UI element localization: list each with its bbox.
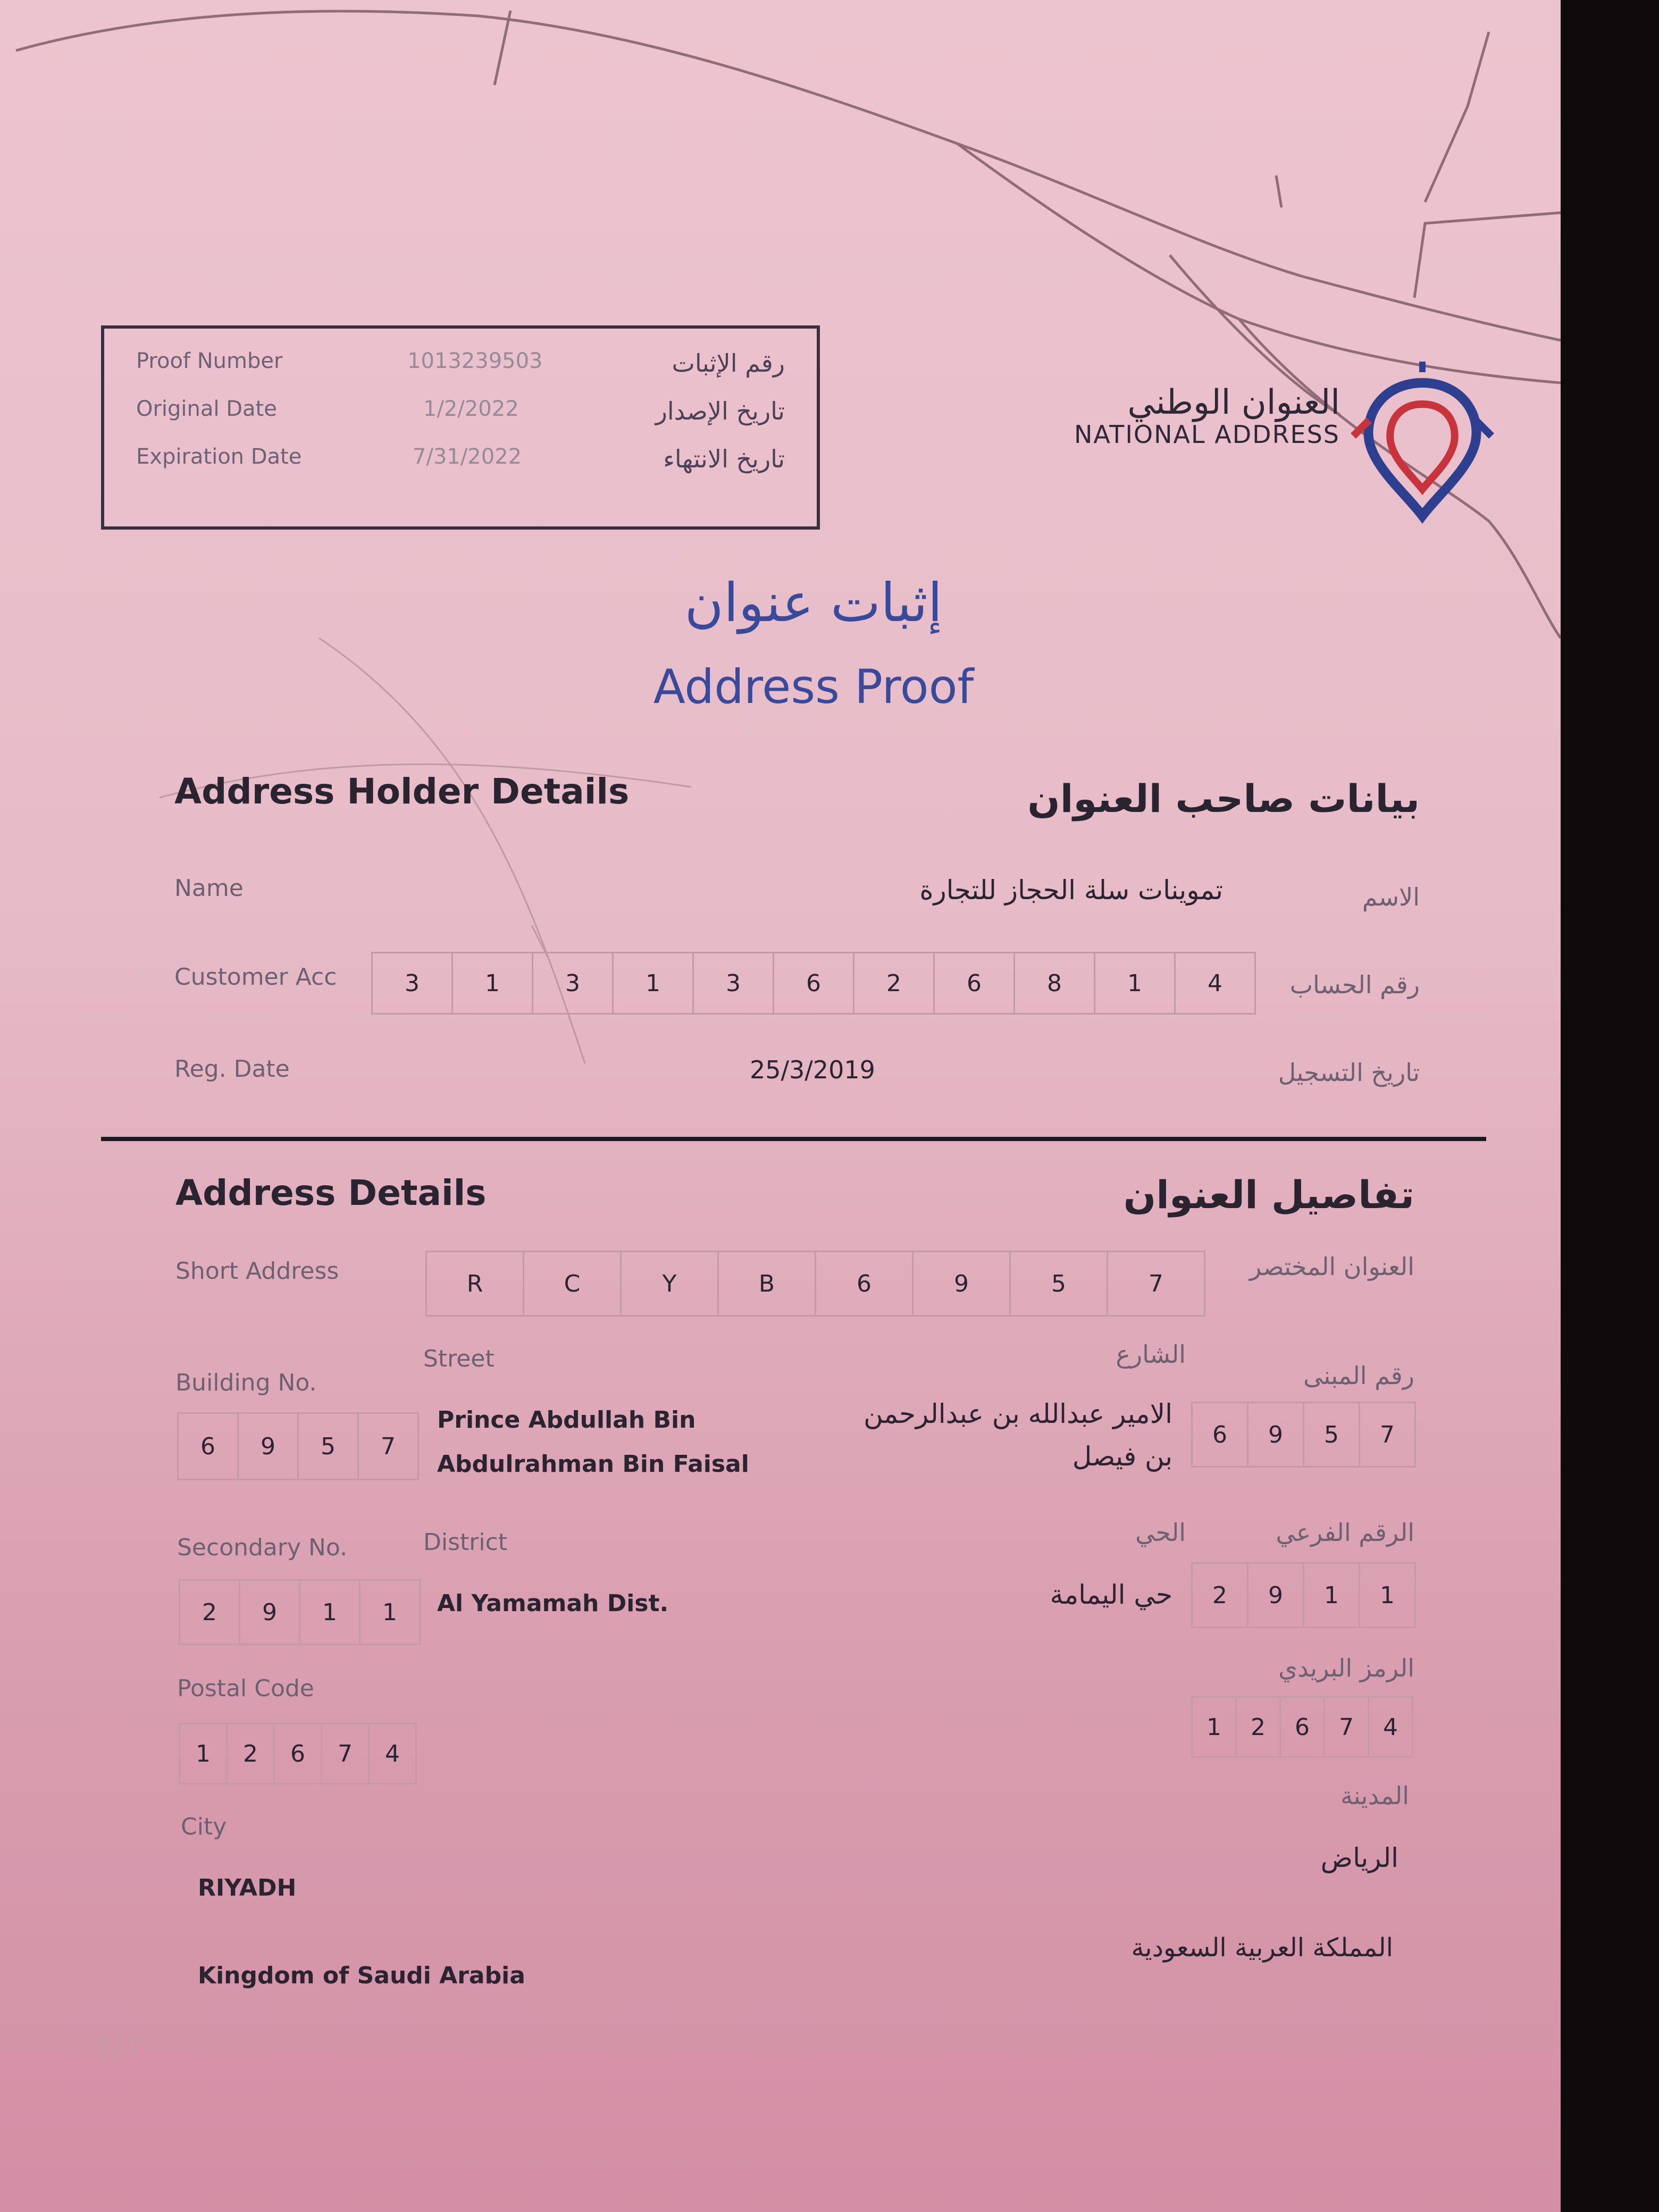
name-label: Name	[174, 875, 244, 902]
reg-date-label: Reg. Date	[174, 1055, 290, 1083]
acc-digit: 1	[614, 953, 694, 1013]
building-no-label: Building No.	[175, 1369, 317, 1396]
short-address-char: 9	[914, 1252, 1011, 1315]
city-label: City	[181, 1813, 227, 1840]
acc-digit: 6	[935, 953, 1015, 1013]
short-address-char: R	[427, 1252, 524, 1315]
section-divider	[101, 1137, 1486, 1141]
secondary-no-label: Secondary No.	[177, 1534, 348, 1561]
short-address-boxes	[425, 1251, 1205, 1317]
address-heading-ar: تفاصيل العنوان	[1123, 1172, 1414, 1217]
building-digit: 5	[299, 1414, 359, 1479]
logo-text-en: NATIONAL ADDRESS	[1074, 420, 1340, 449]
expiration-date-row	[104, 445, 817, 492]
street-label-ar: الشارع	[1116, 1340, 1186, 1369]
location-pin-logo-icon	[1348, 362, 1497, 526]
expiration-date-label-ar: تاريخ الانتهاء	[663, 445, 785, 473]
secondary-digit: 2	[1193, 1564, 1249, 1627]
acc-digit: 2	[854, 953, 935, 1013]
secondary-no-label-ar: الرقم الفرعي	[1276, 1518, 1414, 1547]
postal-digit: 2	[228, 1724, 275, 1783]
holder-heading-ar: بيانات صاحب العنوان	[1027, 776, 1420, 821]
expiration-date-label: Expiration Date	[136, 445, 302, 469]
postal-code-label-ar: الرمز البريدي	[1278, 1654, 1414, 1682]
national-address-logo-text	[1042, 383, 1340, 449]
secondary-digit: 2	[180, 1581, 240, 1644]
city-en: RIYADH	[198, 1874, 297, 1901]
building-digit: 7	[381, 1432, 396, 1460]
secondary-digit: 9	[1249, 1564, 1304, 1627]
building-digit: 5	[1304, 1403, 1360, 1466]
postal-digit: 7	[322, 1724, 370, 1783]
postal-code-label: Postal Code	[177, 1675, 314, 1702]
secondary-digit: 1	[300, 1581, 361, 1644]
reg-date-label-ar: تاريخ التسجيل	[1278, 1058, 1420, 1087]
secondary-digit: 1	[382, 1598, 397, 1626]
country-en: Kingdom of Saudi Arabia	[198, 1962, 525, 1989]
proof-info-box	[101, 325, 820, 530]
postal-digit: 1	[180, 1724, 228, 1783]
street-en-line1: Prince Abdullah Bin	[437, 1406, 696, 1434]
logo-text-ar: العنوان الوطني	[1127, 383, 1340, 422]
title-ar: إثبات عنوان	[684, 572, 943, 634]
postal-digit: 6	[1281, 1698, 1325, 1756]
short-address-char: 6	[816, 1252, 914, 1315]
acc-digit: 3	[694, 953, 774, 1013]
building-no-boxes-ar	[1191, 1402, 1416, 1468]
original-date-label: Original Date	[136, 397, 277, 421]
customer-acc-label-ar: رقم الحساب	[1289, 970, 1420, 999]
district-label-ar: الحي	[1135, 1518, 1186, 1547]
acc-digit: 3	[373, 953, 453, 1013]
building-no-label-ar: رقم المبنى	[1303, 1361, 1414, 1390]
secondary-digit: 1	[1380, 1581, 1395, 1609]
building-digit: 6	[179, 1414, 239, 1479]
holder-heading-en: Address Holder Details	[174, 771, 630, 812]
building-digit: 9	[239, 1414, 299, 1479]
street-ar-line2: بن فيصل	[1072, 1441, 1172, 1472]
page-marker: ٢/١	[96, 2026, 141, 2063]
expiration-date-value: 7/31/2022	[413, 445, 522, 469]
postal-code-boxes	[179, 1723, 417, 1784]
postal-digit: 6	[275, 1724, 322, 1783]
acc-digit: 8	[1015, 953, 1095, 1013]
short-address-char: 7	[1149, 1270, 1163, 1297]
postal-digit: 2	[1237, 1698, 1281, 1756]
short-address-char: C	[524, 1252, 622, 1315]
proof-number-label-ar: رقم الإثبات	[672, 349, 785, 378]
street-en-line2: Abdulrahman Bin Faisal	[437, 1451, 749, 1478]
proof-number-value: 1013239503	[407, 349, 543, 373]
postal-digit: 4	[1383, 1713, 1398, 1741]
short-address-char: 5	[1011, 1252, 1108, 1315]
building-digit: 7	[1380, 1421, 1395, 1448]
postal-code-boxes-ar	[1191, 1696, 1413, 1758]
building-digit: 6	[1193, 1403, 1249, 1466]
proof-number-row	[104, 349, 817, 397]
acc-digit: 6	[774, 953, 854, 1013]
district-ar: حي اليمامة	[1050, 1579, 1172, 1610]
original-date-value: 1/2/2022	[423, 397, 519, 421]
proof-number-label: Proof Number	[136, 349, 283, 373]
street-ar-line1: الامير عبدالله بن عبدالرحمن	[864, 1398, 1172, 1429]
customer-acc-label: Customer Acc	[174, 963, 337, 991]
district-label: District	[423, 1529, 508, 1556]
street-label: Street	[423, 1345, 495, 1372]
secondary-no-boxes-ar	[1191, 1562, 1416, 1628]
short-address-label: Short Address	[175, 1258, 339, 1285]
building-no-boxes	[177, 1412, 419, 1480]
secondary-no-boxes	[179, 1579, 421, 1645]
district-en: Al Yamamah Dist.	[437, 1590, 669, 1617]
postal-digit: 1	[1193, 1698, 1237, 1756]
secondary-digit: 9	[240, 1581, 300, 1644]
short-address-char: B	[719, 1252, 816, 1315]
postal-digit: 7	[1325, 1698, 1369, 1756]
short-address-char: Y	[622, 1252, 719, 1315]
name-value: تموينات سلة الحجاز للتجارة	[919, 875, 1223, 906]
building-digit: 9	[1249, 1403, 1304, 1466]
reg-date-value: 25/3/2019	[750, 1055, 875, 1084]
original-date-row	[104, 397, 817, 445]
original-date-label-ar: تاريخ الإصدار	[655, 397, 785, 425]
acc-digit: 1	[1095, 953, 1176, 1013]
customer-acc-boxes	[371, 952, 1256, 1015]
address-heading-en: Address Details	[175, 1172, 487, 1213]
name-label-ar: الاسم	[1362, 883, 1420, 911]
acc-digit: 3	[533, 953, 614, 1013]
postal-digit: 4	[385, 1740, 400, 1767]
country-ar: المملكة العربية السعودية	[1131, 1933, 1393, 1963]
title-en: Address Proof	[653, 659, 974, 714]
secondary-digit: 1	[1304, 1564, 1360, 1627]
city-ar: الرياض	[1320, 1842, 1398, 1873]
acc-digit: 4	[1208, 969, 1222, 997]
acc-digit: 1	[453, 953, 533, 1013]
short-address-label-ar: العنوان المختصر	[1249, 1252, 1414, 1281]
city-label-ar: المدينة	[1340, 1781, 1409, 1810]
